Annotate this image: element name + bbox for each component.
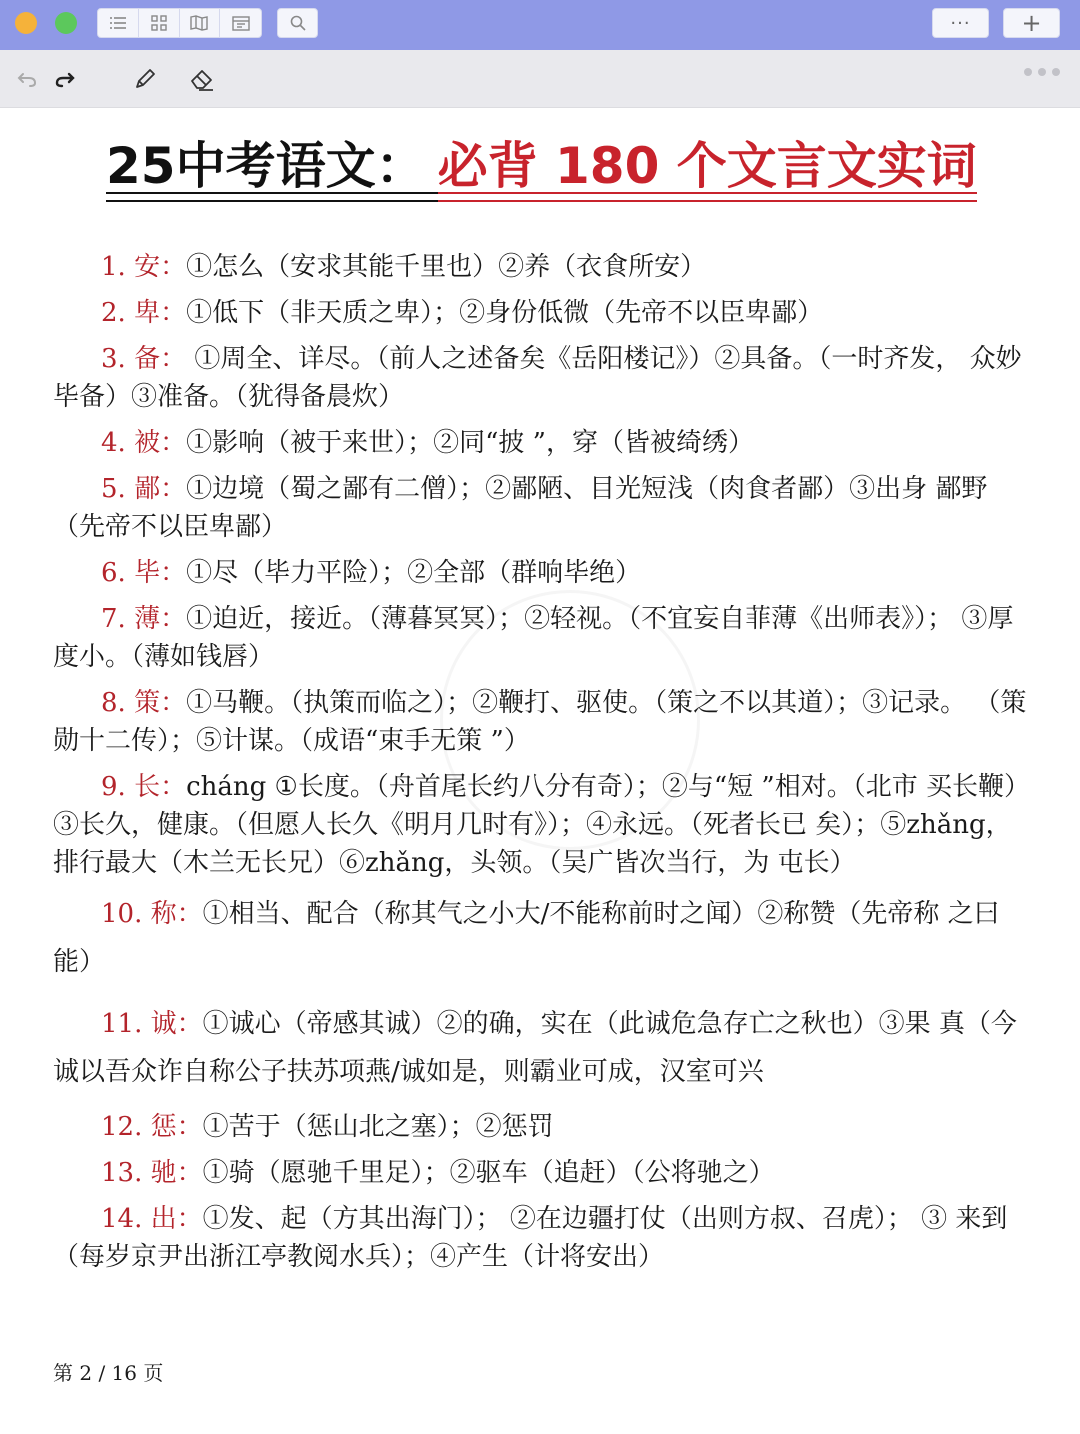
top-toolbar [0,0,1080,50]
grid-view-icon[interactable] [139,8,180,38]
entry-9: 9. 长：cháng ①长度。（舟首尾长约八分有奇）；②与“短 ”相对。（北市 买长鞭）③长久，健康。（但愿人长久《明月几时有》）；④永远。（死者长已 矣）；⑤zhǎng，排行最大（木兰无长兄）⑥zhǎng，头领。（吴广皆次当行，为 屯长） [53,772,1030,878]
entry-6: 6. 毕：①尽（毕力平险）；②全部（群响毕绝） [101,558,642,588]
overflow-menu-icon[interactable] [1024,68,1060,76]
search-button[interactable] [277,8,318,38]
view-mode-group [97,8,262,38]
eraser-icon[interactable] [187,64,217,94]
document-content [53,248,1033,1276]
window-maximize-button[interactable] [55,12,77,34]
calendar-view-icon[interactable] [220,8,261,38]
add-button[interactable]: + [1003,8,1060,38]
entry-13: 13. 驰：①骑（愿驰千里足）；②驱车（追赶）（公将驰之） [101,1158,775,1188]
more-options-button[interactable]: ··· [932,8,989,38]
entry-1: 1. 安：①怎么（安求其能千里也）②养（衣食所安） [101,252,707,282]
pen-icon[interactable] [130,64,160,94]
title-prefix: 25中考语文： [106,126,426,198]
list-view-icon[interactable] [98,8,139,38]
entry-3: 3. 备： ①周全、详尽。（前人之述备矣《岳阳楼记》）②具备。（一时齐发， 众妙毕备）③准备。（犹得备晨炊） [53,344,1022,412]
entry-5: 5. 鄙：①边境（蜀之鄙有二僧）；②鄙陋、目光短浅（肉食者鄙）③出身 鄙野（先帝不以臣卑鄙） [53,474,988,542]
window-minimize-button[interactable] [15,12,37,34]
undo-icon[interactable] [12,64,42,94]
page-number: 第 2 / 16 页 [53,1361,164,1385]
entry-2: 2. 卑：①低下（非天质之卑）；②身份低微（先帝不以臣卑鄙） [101,298,824,328]
entry-7: 7. 薄：①迫近，接近。（薄暮冥冥）；②轻视。（不宜妄自菲薄《出师表》）； ③厚度小。（薄如钱唇） [53,604,1014,672]
title-main: 必背 180 个文言文实词 [438,126,977,198]
book-view-icon[interactable] [180,8,221,38]
entry-10: 10. 称：①相当、配合（称其气之小大/不能称前时之闻）②称赞（先帝称 之曰能） [53,899,1000,977]
page-title [106,126,1006,196]
entry-14: 14. 出：①发、起（方其出海门）； ②在边疆打仗（出则方叔、召虎）； ③ 来到（每岁京尹出浙江亭教阅水兵）；④产生（计将安出） [53,1204,1008,1272]
edit-toolbar [0,50,1080,108]
search-icon [290,15,306,31]
entry-11: 11. 诚：①诚心（帝感其诚）②的确，实在（此诚危急存亡之秋也）③果 真（今诚以吾众诈自称公子扶苏项燕/诚如是，则霸业可成，汉室可兴 [53,1009,1017,1087]
entry-12: 12. 惩：①苦于（惩山北之塞）；②惩罚 [101,1112,554,1142]
entry-4: 4. 被：①影响（被于来世）；②同“披 ”，穿（皆被绮绣） [101,428,754,458]
entry-8: 8. 策：①马鞭。（执策而临之）；②鞭打、驱使。（策之不以其道）；③记录。 （策勋十二传）；⑤计谋。（成语“束手无策 ”） [53,688,1027,756]
redo-icon[interactable] [50,64,80,94]
